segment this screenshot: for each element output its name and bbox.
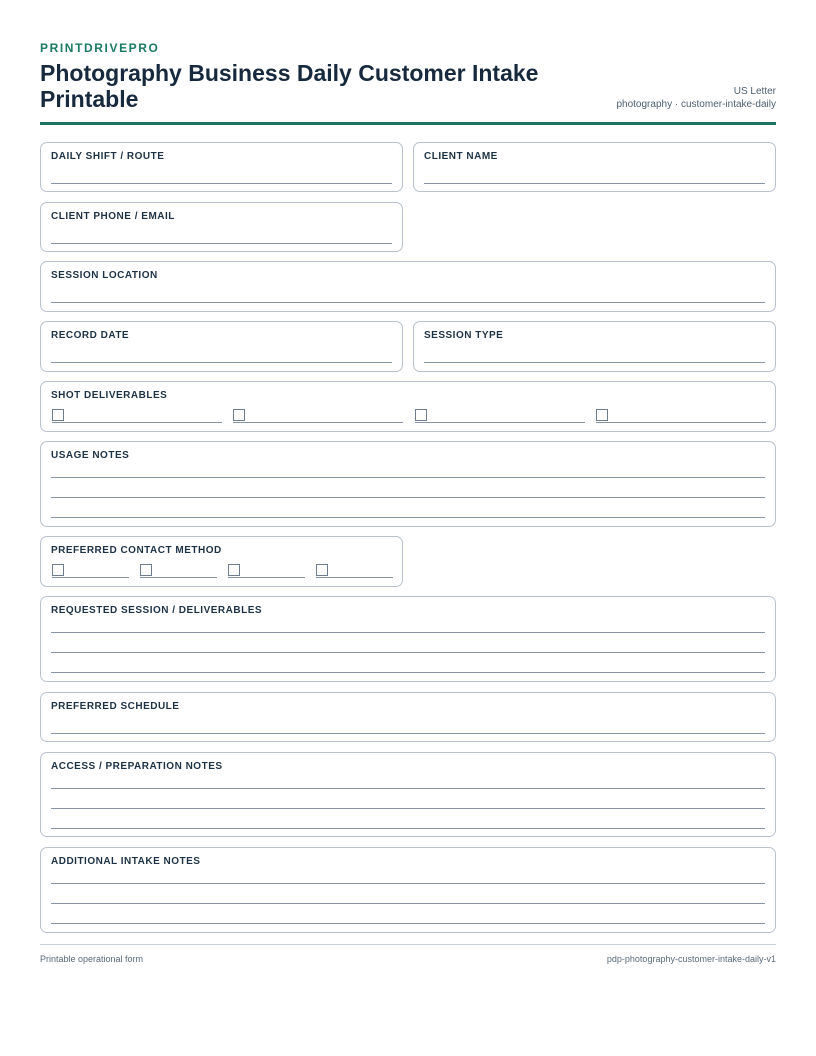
- usage-notes-write-line-3[interactable]: [51, 517, 765, 518]
- requested-session-write-line-3[interactable]: [51, 672, 765, 673]
- session-location-write-line[interactable]: [51, 302, 765, 303]
- paper-size: US Letter: [733, 86, 776, 97]
- requested-session-write-line-2[interactable]: [51, 652, 765, 653]
- usage-notes-write-line-2[interactable]: [51, 497, 765, 498]
- shot-deliverable-checkbox-4[interactable]: [596, 409, 608, 421]
- shot-deliverable-option-line-4[interactable]: [596, 422, 766, 423]
- document-meta: [616, 85, 776, 111]
- additional-notes-write-line-2[interactable]: [51, 903, 765, 904]
- shot-deliverable-option-line-3[interactable]: [415, 422, 585, 423]
- shot-deliverable-option-line-1[interactable]: [52, 422, 222, 423]
- preferred-schedule-field[interactable]: [40, 692, 776, 742]
- additional-intake-notes-field[interactable]: [40, 847, 776, 933]
- shot-deliverables-label: SHOT DELIVERABLES: [51, 390, 168, 401]
- access-preparation-notes-label: ACCESS / PREPARATION NOTES: [51, 761, 223, 772]
- usage-notes-field[interactable]: [40, 441, 776, 527]
- client-phone-email-label: CLIENT PHONE / EMAIL: [51, 211, 175, 222]
- document-tags: photography · customer-intake-daily: [616, 99, 776, 110]
- daily-shift-route-write-line[interactable]: [51, 183, 392, 184]
- footer-divider: [40, 944, 776, 945]
- requested-session-deliverables-label: REQUESTED SESSION / DELIVERABLES: [51, 605, 263, 616]
- client-name-write-line[interactable]: [424, 183, 765, 184]
- session-location-label: SESSION LOCATION: [51, 270, 158, 281]
- preferred-contact-method-field: [40, 536, 403, 587]
- contact-method-checkbox-1[interactable]: [52, 564, 64, 576]
- contact-method-checkbox-4[interactable]: [316, 564, 328, 576]
- client-name-field[interactable]: [413, 142, 776, 192]
- header-divider: [40, 122, 776, 125]
- additional-notes-write-line-3[interactable]: [51, 923, 765, 924]
- client-name-label: CLIENT NAME: [424, 151, 498, 162]
- session-type-field[interactable]: [413, 321, 776, 372]
- preferred-contact-method-label: PREFERRED CONTACT METHOD: [51, 545, 222, 556]
- session-location-field[interactable]: [40, 261, 776, 312]
- session-type-write-line[interactable]: [424, 362, 765, 363]
- contact-method-checkbox-3[interactable]: [228, 564, 240, 576]
- preferred-schedule-write-line[interactable]: [51, 733, 765, 734]
- page-title: Photography Business Daily Customer Intake Printable: [40, 60, 539, 112]
- shot-deliverable-checkbox-3[interactable]: [415, 409, 427, 421]
- daily-shift-route-label: DAILY SHIFT / ROUTE: [51, 151, 165, 162]
- additional-notes-write-line-1[interactable]: [51, 883, 765, 884]
- contact-method-option-line-1[interactable]: [52, 577, 129, 578]
- client-phone-email-field[interactable]: [40, 202, 403, 252]
- access-preparation-notes-field[interactable]: [40, 752, 776, 837]
- contact-method-option-line-3[interactable]: [228, 577, 305, 578]
- access-notes-write-line-2[interactable]: [51, 808, 765, 809]
- usage-notes-label: USAGE NOTES: [51, 450, 130, 461]
- daily-shift-route-field[interactable]: [40, 142, 403, 192]
- client-phone-email-write-line[interactable]: [51, 243, 392, 244]
- additional-intake-notes-label: ADDITIONAL INTAKE NOTES: [51, 856, 201, 867]
- record-date-write-line[interactable]: [51, 362, 392, 363]
- record-date-field[interactable]: [40, 321, 403, 372]
- brand-name: PRINTDRIVEPRO: [40, 41, 160, 55]
- contact-method-option-line-4[interactable]: [316, 577, 393, 578]
- shot-deliverable-checkbox-1[interactable]: [52, 409, 64, 421]
- access-notes-write-line-3[interactable]: [51, 828, 765, 829]
- shot-deliverable-option-line-2[interactable]: [233, 422, 403, 423]
- requested-session-write-line-1[interactable]: [51, 632, 765, 633]
- contact-method-checkbox-2[interactable]: [140, 564, 152, 576]
- record-date-label: RECORD DATE: [51, 330, 130, 341]
- usage-notes-write-line-1[interactable]: [51, 477, 765, 478]
- session-type-label: SESSION TYPE: [424, 330, 504, 341]
- contact-method-option-line-2[interactable]: [140, 577, 217, 578]
- access-notes-write-line-1[interactable]: [51, 788, 765, 789]
- shot-deliverables-field: [40, 381, 776, 432]
- requested-session-deliverables-field[interactable]: [40, 596, 776, 682]
- preferred-schedule-label: PREFERRED SCHEDULE: [51, 701, 180, 712]
- footer-form-id: pdp-photography-customer-intake-daily-v1: [606, 954, 776, 964]
- shot-deliverable-checkbox-2[interactable]: [233, 409, 245, 421]
- footer-form-type: Printable operational form: [40, 954, 144, 964]
